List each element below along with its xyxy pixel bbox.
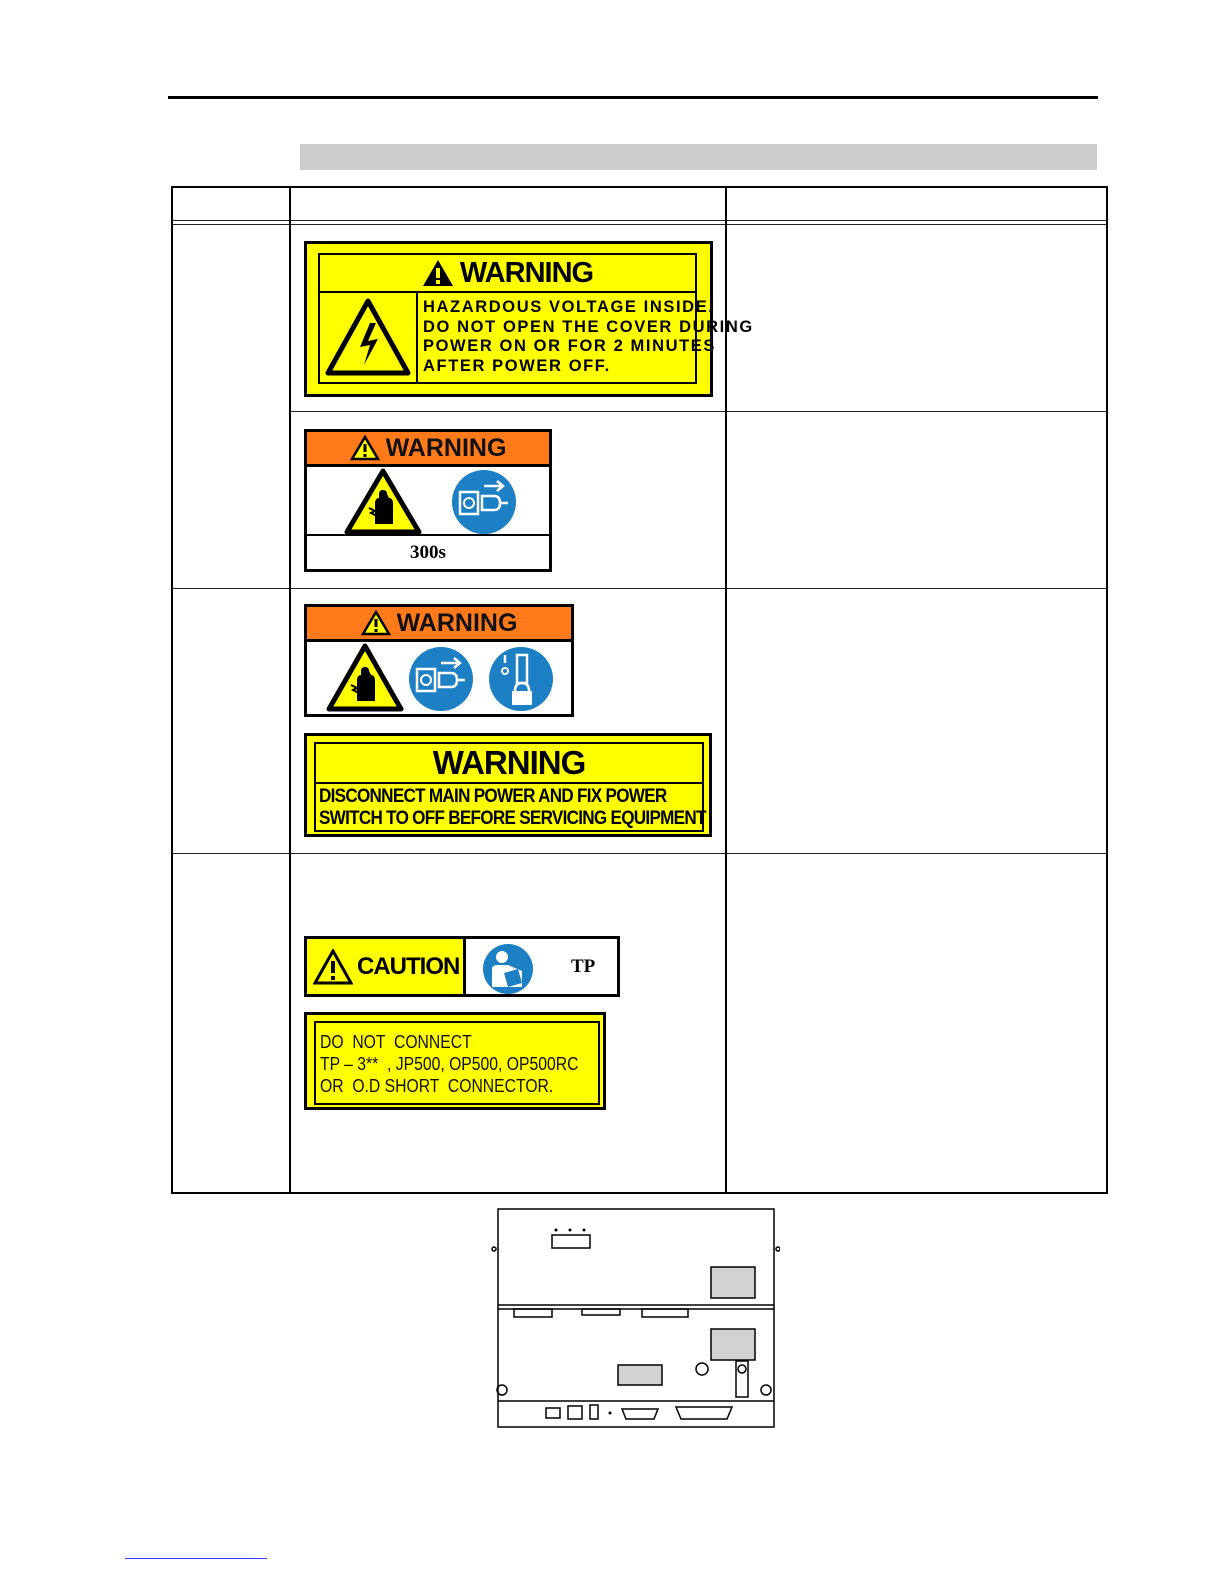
- label-header: [320, 255, 695, 293]
- do-not-connect-label: [304, 1012, 606, 1110]
- unplug-icon: [407, 645, 475, 713]
- label-title: WARNING: [316, 744, 702, 784]
- top-rule: [168, 96, 1098, 99]
- label-title: WARNING: [459, 256, 594, 289]
- label-time: 300s: [307, 534, 549, 569]
- warning-triangle-icon: [350, 435, 380, 461]
- section-heading-bar: [300, 144, 1097, 170]
- label-text: DO NOT CONNECT TP – 3** , JP500, OP500, OP500RC OR O.D SHORT CONNECTOR.: [320, 1031, 579, 1096]
- label-text: DISCONNECT MAIN POWER AND FIX POWER SWITCH TO OFF BEFORE SERVICING EQUIPMENT: [319, 786, 706, 829]
- warning-triangle-icon: [361, 610, 391, 636]
- tp-text: TP: [571, 956, 596, 977]
- warning-triangle-icon: [313, 949, 353, 985]
- label-title: WARNING: [385, 433, 507, 462]
- shock-hazard-hand-icon: [343, 468, 423, 536]
- warning-lockout-label: [304, 604, 574, 717]
- controller-diagram: [490, 1205, 780, 1431]
- unplug-icon: [450, 468, 518, 536]
- label-title: WARNING: [396, 608, 518, 637]
- shock-hazard-hand-icon: [325, 643, 405, 713]
- hazardous-voltage-label: [304, 241, 754, 397]
- label-header: [307, 432, 549, 467]
- label-header: [307, 607, 571, 642]
- electric-shock-icon: [320, 293, 416, 382]
- label-text: HAZARDOUS VOLTAGE INSIDE. DO NOT OPEN THE COVER DURING POWER ON OR FOR 2 MINUTES AFTER POWER OFF.: [423, 298, 754, 375]
- warning-300s-label: [304, 429, 552, 572]
- caution-tp-label: [304, 936, 620, 997]
- footer-link-underline: [125, 1558, 267, 1559]
- label-title: CAUTION: [357, 952, 460, 980]
- lockout-switch-icon: [487, 645, 555, 713]
- read-manual-icon: [482, 943, 534, 995]
- warning-triangle-icon: [422, 259, 454, 287]
- disconnect-power-label: [304, 733, 712, 837]
